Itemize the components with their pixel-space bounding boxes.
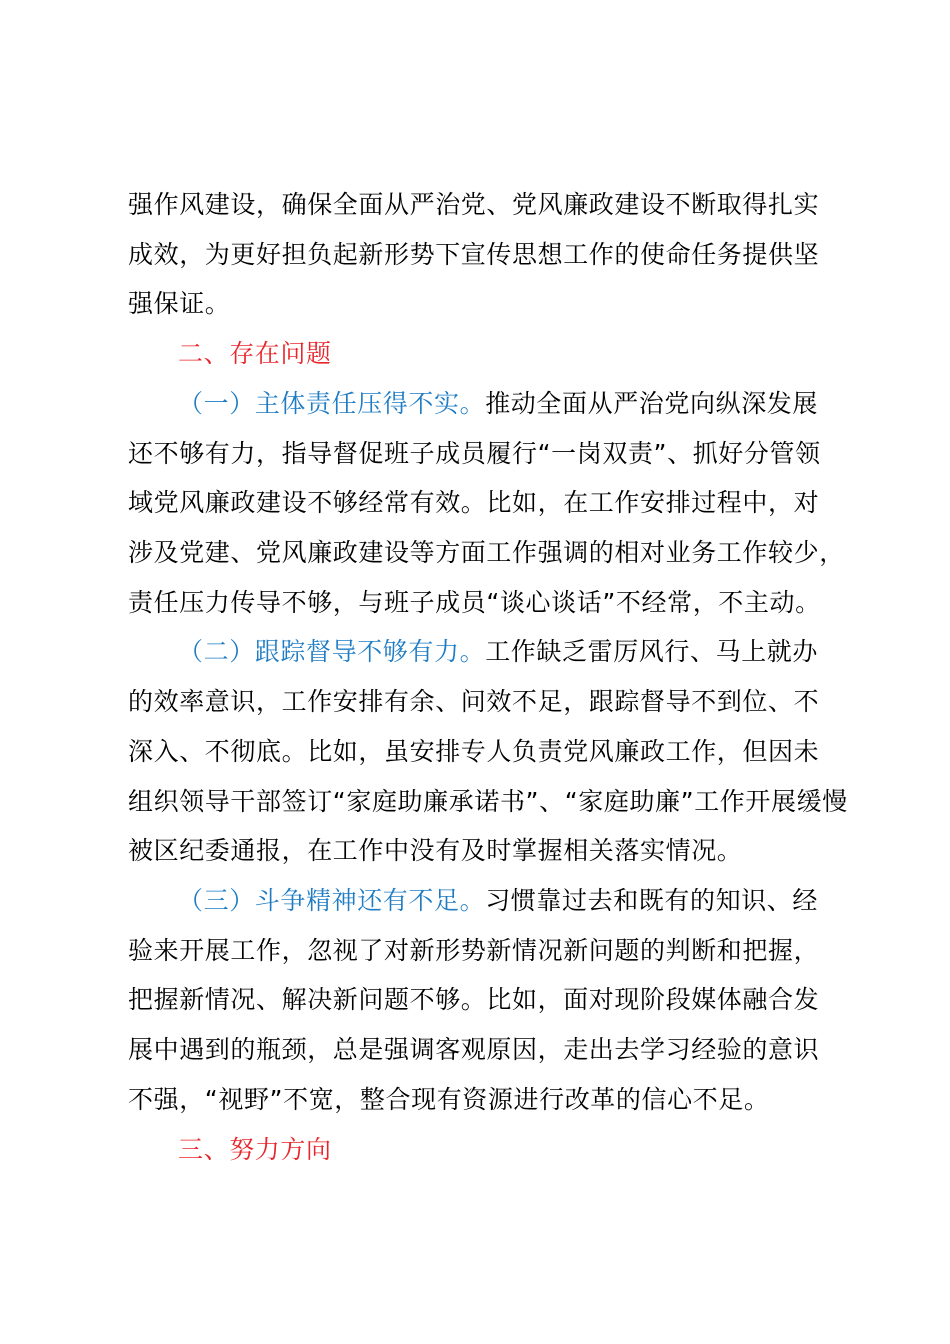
subheading-spirit: （三）斗争精神还有不足。	[178, 886, 486, 915]
paragraph-line: 被区纪委通报，在工作中没有及时掌握相关落实情况。	[128, 836, 743, 865]
subheading-supervision: （二）跟踪督导不够有力。	[178, 637, 486, 666]
paragraph-text: 推动全面从严治党向纵深发展	[485, 389, 819, 418]
paragraph-line: 把握新情况、解决新问题不够。比如，面对现阶段媒体融合发	[128, 985, 820, 1014]
intro-line: 成效，为更好担负起新形势下宣传思想工作的使命任务提供坚	[128, 240, 820, 269]
paragraph-text: 习惯靠过去和既有的知识、经	[485, 886, 819, 915]
paragraph-line: 深入、不彻底。比如，虽安排专人负责党风廉政工作，但因未	[128, 737, 820, 766]
paragraph-text: 工作缺乏雷厉风行、马上就办	[485, 637, 819, 666]
paragraph-line: 涉及党建、党风廉政建设等方面工作强调的相对业务工作较少，	[128, 538, 845, 567]
paragraph-line: 责任压力传导不够，与班子成员“谈心谈话”不经常，不主动。	[128, 588, 821, 617]
section-heading-problems: 二、存在问题	[178, 339, 332, 368]
intro-line: 强作风建设，确保全面从严治党、党风廉政建设不断取得扎实	[128, 190, 820, 219]
paragraph-first-line	[178, 635, 818, 669]
paragraph-line: 还不够有力，指导督促班子成员履行“一岗双责”、抓好分管领	[128, 439, 821, 468]
paragraph-line: 验来开展工作，忽视了对新形势新情况新问题的判断和把握，	[128, 936, 820, 965]
paragraph-line: 不强，“视野”不宽，整合现有资源进行改革的信心不足。	[128, 1085, 770, 1114]
paragraph-first-line	[178, 387, 818, 421]
section-heading-direction: 三、努力方向	[178, 1135, 332, 1164]
subheading-responsibility: （一）主体责任压得不实。	[178, 389, 486, 418]
paragraph-line: 的效率意识，工作安排有余、问效不足，跟踪督导不到位、不	[128, 687, 820, 716]
intro-line: 强保证。	[128, 289, 231, 318]
paragraph-line: 组织领导干部签订“家庭助廉承诺书”、“家庭助廉”工作开展缓慢	[128, 787, 848, 816]
paragraph-line: 展中遇到的瓶颈，总是强调客观原因，走出去学习经验的意识	[128, 1035, 820, 1064]
paragraph-first-line	[178, 884, 818, 918]
paragraph-line: 域党风廉政建设不够经常有效。比如，在工作安排过程中，对	[128, 488, 820, 517]
